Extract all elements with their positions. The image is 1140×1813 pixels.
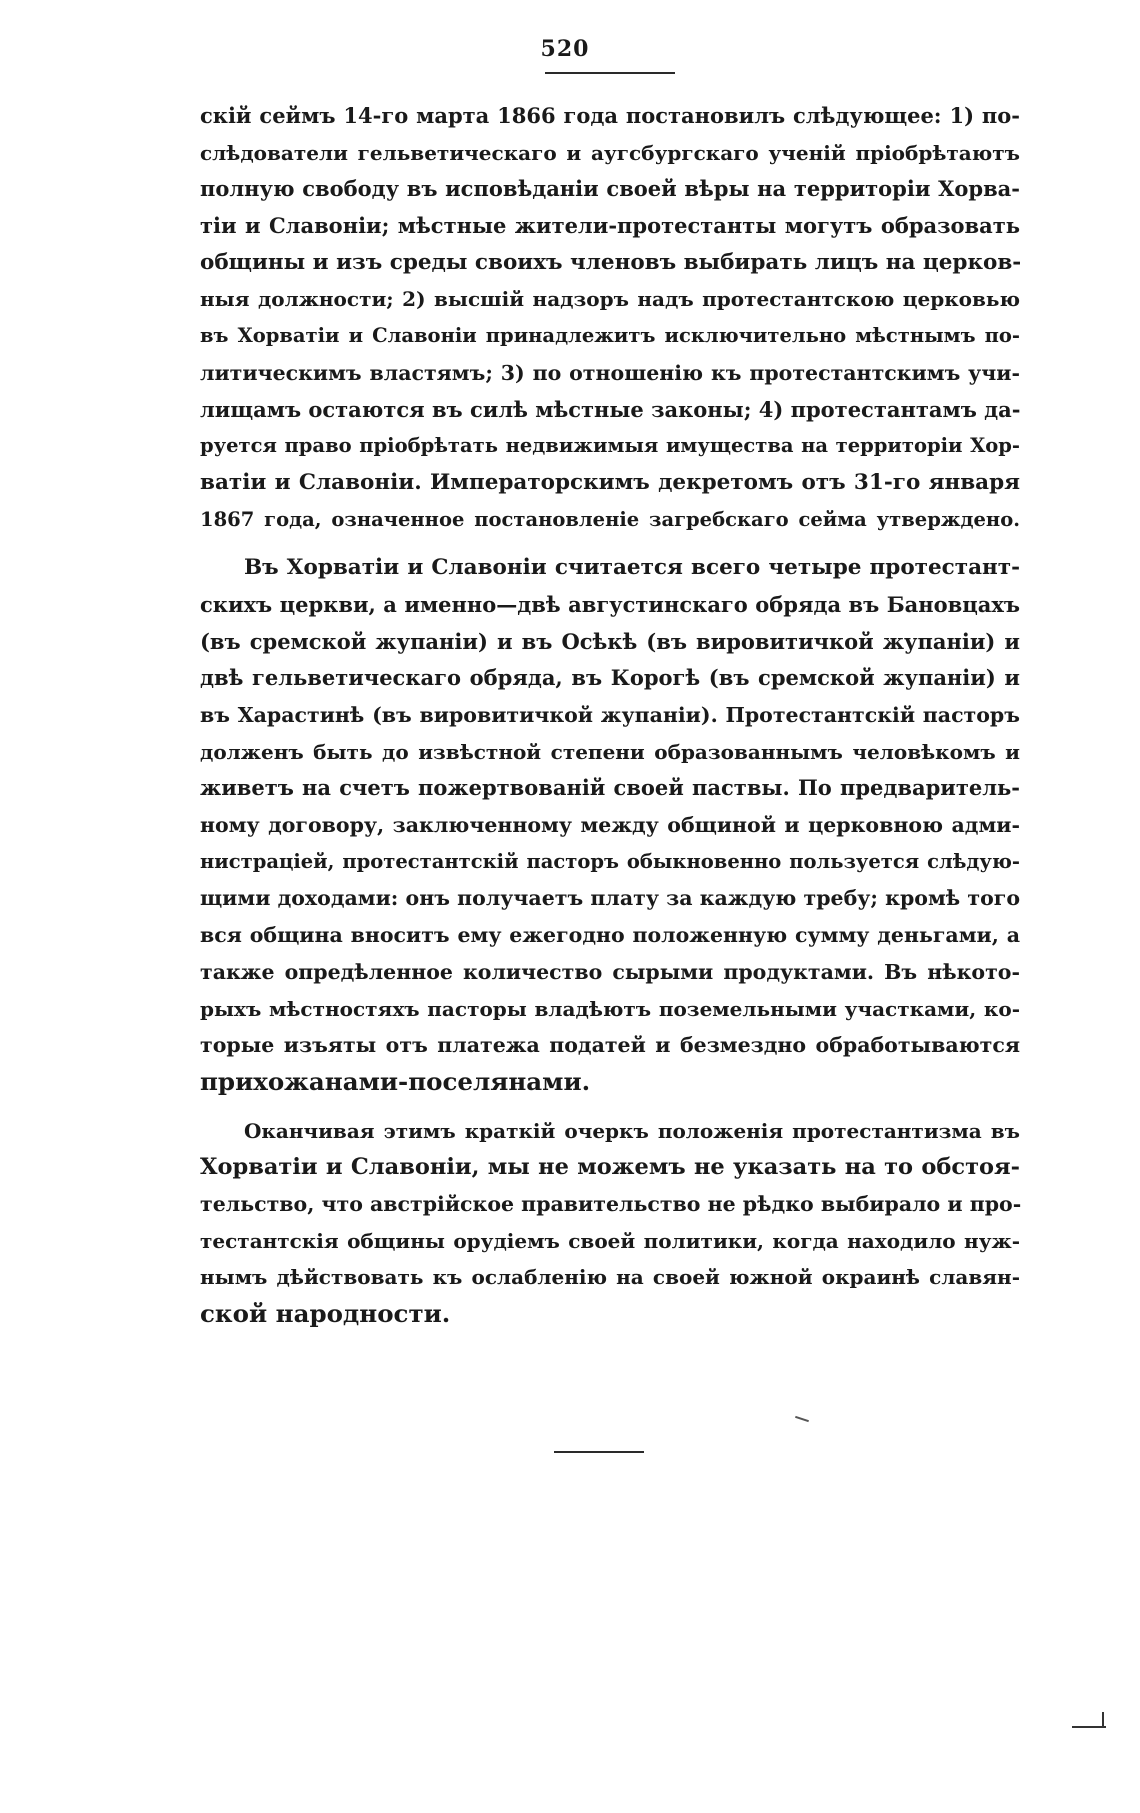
text-line: скій сеймъ 14-го марта 1866 года постановилъ слѣдующее: 1) по- xyxy=(200,103,1020,128)
text-line: въ Харастинѣ (въ вировитичкой жупаніи). Протестантскій пасторъ xyxy=(200,703,1020,727)
text-line: торые изъяты отъ платежа податей и безмездно обработываются xyxy=(200,1033,1020,1058)
section-end-rule xyxy=(554,1451,644,1453)
text-line: слѣдователи гельветическаго и аугсбургскаго ученій пріобрѣтаютъ xyxy=(200,140,1020,165)
text-line: лищамъ остаются въ силѣ мѣстные законы; 4) протестантамъ да- xyxy=(200,396,1021,422)
text-line: общины и изъ среды своихъ членовъ выбирать лицъ на церков- xyxy=(200,249,1022,275)
text-line: скихъ церкви, а именно—двѣ августинскаго обряда въ Бановцахъ xyxy=(200,591,1020,617)
text-line: тестантскія общины орудіемъ своей политики, когда находило нуж- xyxy=(200,1228,1020,1253)
text-line: Хорватіи и Славоніи, мы не можемъ не указать на то обстоя- xyxy=(200,1154,1020,1181)
text-line: руется право пріобрѣтать недвижимыя имущества на территоріи Хор- xyxy=(200,434,1020,458)
page-number-underline xyxy=(545,72,675,74)
text-line: полную свободу въ исповѣданіи своей вѣры на территоріи Хорва- xyxy=(200,176,1020,202)
text-line: живетъ на счетъ пожертвованій своей паствы. По предваритель- xyxy=(200,775,1020,801)
paragraph-2 xyxy=(200,550,1020,1100)
text-line: ному договору, заключенному между общиной и церковною адми- xyxy=(200,813,1020,838)
text-line: тіи и Славоніи; мѣстные жители-протестанты могутъ образовать xyxy=(200,213,1020,239)
text-line: Въ Хорватіи и Славоніи считается всего четыре протестант- xyxy=(244,555,1020,581)
body-text xyxy=(200,98,1020,1333)
text-line: въ Хорватіи и Славоніи принадлежитъ исключительно мѣстнымъ по- xyxy=(200,324,1020,348)
text-line: прихожанами-поселянами. xyxy=(200,1066,591,1096)
text-line: рыхъ мѣстностяхъ пасторы владѣютъ поземельными участками, ко- xyxy=(200,996,1020,1021)
text-line: ныя должности; 2) высшій надзоръ надъ протестантскою церковью xyxy=(200,287,1020,312)
text-line: нистраціей, протестантскій пасторъ обыкновенно пользуется слѣдую- xyxy=(200,849,1020,873)
text-line: ской народности. xyxy=(200,1299,451,1328)
text-line: долженъ быть до извѣстной степени образованнымъ человѣкомъ и xyxy=(200,739,1020,764)
text-line: литическимъ властямъ; 3) по отношенію къ протестантскимъ учи- xyxy=(200,360,1020,385)
stray-ink-mark xyxy=(795,1416,809,1422)
text-line: нымъ дѣйствовать къ ослабленію на своей южной окраинѣ славян- xyxy=(200,1265,1020,1290)
paragraph-3 xyxy=(200,1113,1020,1333)
corner-ink-tick xyxy=(1102,1712,1104,1728)
paragraph-1 xyxy=(200,98,1020,538)
text-line: (въ сремской жупаніи) и въ Осѣкѣ (въ вировитичкой жупаніи) и xyxy=(200,628,1020,654)
text-line: вся община вноситъ ему ежегодно положенную сумму деньгами, а xyxy=(200,923,1020,948)
text-line: ватіи и Славоніи. Императорскимъ декретомъ отъ 31-го января xyxy=(200,469,1020,495)
text-line: щими доходами: онъ получаетъ плату за каждую требу; кромѣ того xyxy=(200,886,1020,911)
corner-ink-mark xyxy=(1072,1726,1106,1728)
text-line: двѣ гельветическаго обряда, въ Корогѣ (въ сремской жупаніи) и xyxy=(200,665,1020,691)
text-line: Оканчивая этимъ краткій очеркъ положенія протестантизма въ xyxy=(244,1118,1020,1143)
page-number: 520 xyxy=(540,36,590,62)
text-line: 1867 года, означенное постановленіе загребскаго сейма утверждено. xyxy=(200,507,1020,531)
text-line: также опредѣленное количество сырыми продуктами. Въ нѣкото- xyxy=(200,959,1020,984)
text-line: тельство, что австрійское правительство не рѣдко выбирало и про- xyxy=(200,1191,1022,1216)
